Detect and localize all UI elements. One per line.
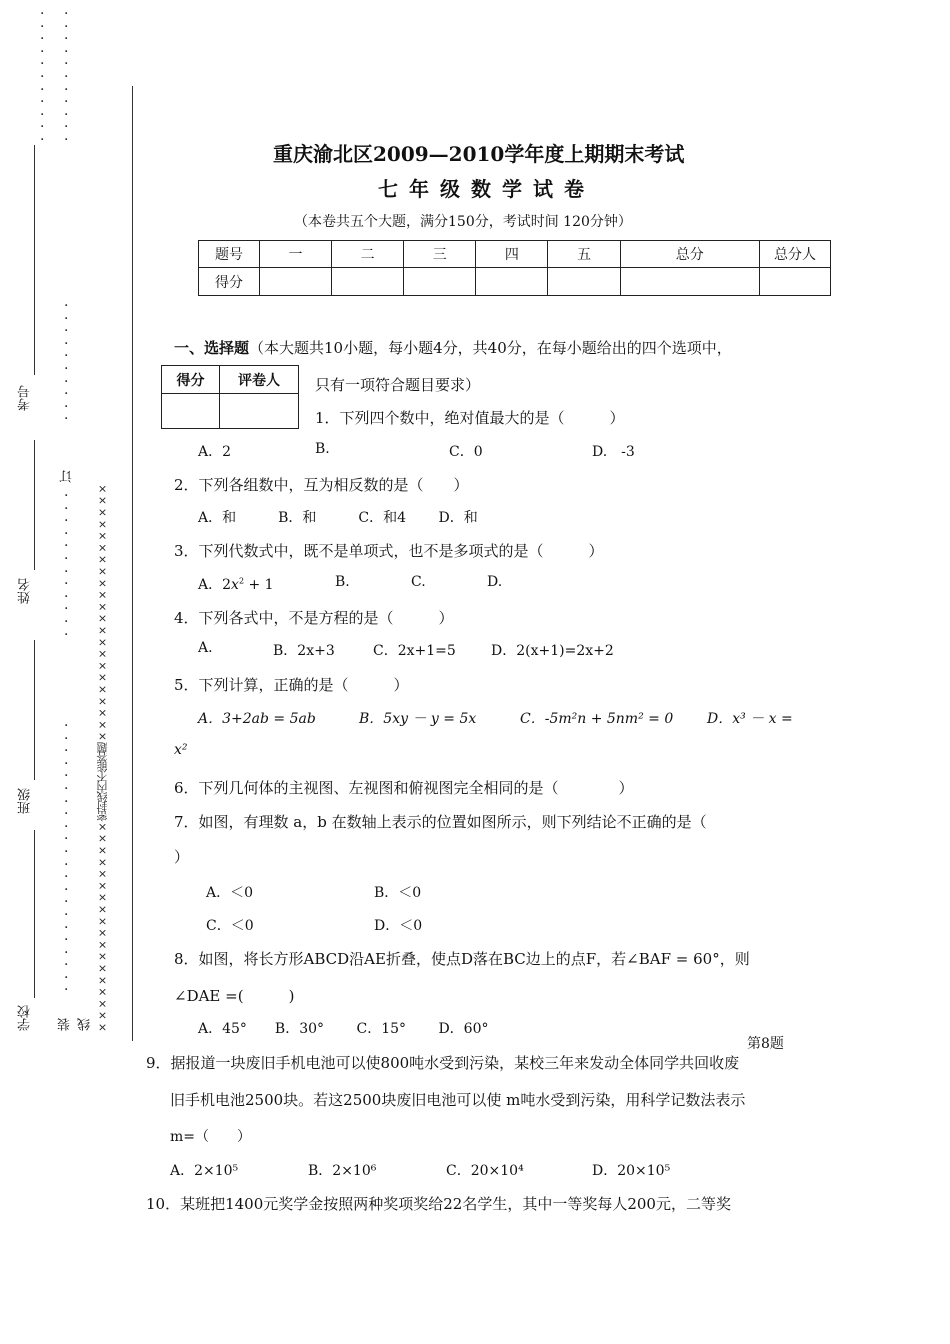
q3-a-exponent: 2 bbox=[238, 576, 245, 586]
label-ding: 订 bbox=[60, 470, 75, 483]
exam-note: （本卷共五个大题，满分150分，考试时间 120分钟） bbox=[294, 214, 632, 230]
q3-a-variable: x bbox=[231, 577, 239, 593]
dot-column-inner-bottom: · · · · · · · · · · · · · · · · · · · · · · bbox=[64, 718, 69, 999]
exam-subtitle: 七年级数学试卷 bbox=[378, 177, 595, 201]
q9-text: 9．据报道一块废旧手机电池可以使800吨水受到污染，某校三年来发动全体同学共回收废 bbox=[146, 1054, 740, 1072]
q3-a-suffix: + 1 bbox=[244, 577, 274, 593]
dot-column-inner-low: · · · · · · · · · · · · bbox=[64, 488, 69, 643]
score-row-label: 得分 bbox=[199, 268, 260, 296]
q7-option-a: A．＜0 bbox=[206, 885, 254, 901]
q3-option-d: D. bbox=[487, 574, 503, 590]
seal-notice-text bbox=[95, 400, 111, 1034]
label-banji: 班级 bbox=[18, 788, 33, 814]
q3-option-a bbox=[198, 574, 274, 594]
q4-option-c: C．2x+1=5 bbox=[373, 643, 456, 659]
q9-option-c: C．20×10⁴ bbox=[446, 1163, 524, 1179]
q9-text-cont2: m=（ ） bbox=[170, 1129, 252, 1145]
score-table bbox=[198, 240, 831, 296]
score-header-cell: 题号 bbox=[199, 241, 260, 268]
blank-line-top bbox=[34, 145, 35, 375]
score-cell[interactable] bbox=[760, 268, 831, 296]
score-cell[interactable] bbox=[620, 268, 759, 296]
q1-text: 1．下列四个数中，绝对值最大的是（ ） bbox=[315, 409, 625, 427]
q10-text: 10．某班把1400元奖学金按照两种奖项奖给22名学生，其中一等奖每人200元，二等奖 bbox=[146, 1195, 731, 1213]
binding-vertical-rule bbox=[132, 86, 133, 1041]
score-cell[interactable] bbox=[404, 268, 476, 296]
blank-line-xingming bbox=[34, 640, 35, 780]
score-cell[interactable] bbox=[548, 268, 620, 296]
score-header-cell: 五 bbox=[548, 241, 620, 268]
label-zhuang: 装 bbox=[58, 1018, 73, 1031]
q7-option-b: B．＜0 bbox=[374, 885, 422, 901]
grader-pingjuanren-label: 评卷人 bbox=[220, 366, 299, 394]
score-cell[interactable] bbox=[332, 268, 404, 296]
score-cell[interactable] bbox=[260, 268, 332, 296]
q5-option-d-cont: x² bbox=[174, 742, 188, 758]
q1-option-d: D. -3 bbox=[592, 444, 635, 460]
q5-option-b: B．5xy － y = 5x bbox=[359, 711, 477, 727]
q1-option-b: B. bbox=[315, 441, 330, 457]
section1-desc: （本大题共10小题，每小题4分，共40分，在每小题给出的四个选项中， bbox=[249, 339, 732, 357]
score-header-cell: 总分 bbox=[620, 241, 759, 268]
score-header-cell: 四 bbox=[476, 241, 548, 268]
q4-option-a: A. bbox=[198, 640, 213, 656]
q7-text: 7．如图，有理数 a，b 在数轴上表示的位置如图所示，则下列结论不正确的是（ bbox=[174, 813, 707, 831]
score-header-cell: 二 bbox=[332, 241, 404, 268]
q8-text-cont: ∠DAE =( ) bbox=[174, 987, 295, 1005]
q5-option-a: A．3+2ab = 5ab bbox=[198, 711, 316, 727]
blank-line-kaohao bbox=[34, 440, 35, 570]
q2-text: 2．下列各组数中，互为相反数的是（ ） bbox=[174, 476, 469, 494]
q7-option-d: D．＜0 bbox=[374, 918, 423, 934]
q9-text-cont: 旧手机电池2500块。若这2500块废旧电池可以使 m吨水受到污染，用科学记数法表示 bbox=[170, 1091, 746, 1109]
q8-text: 8．如图，将长方形ABCD沿AE折叠，使点D落在BC边上的点F，若∠BAF = 60°，则 bbox=[174, 950, 750, 968]
q4-option-d: D．2(x+1)=2x+2 bbox=[491, 643, 614, 659]
q8-options: A．45° B．30° C．15° D．60° bbox=[198, 1021, 489, 1037]
grader-defen-label: 得分 bbox=[162, 366, 220, 394]
q7-option-c: C．＜0 bbox=[206, 918, 254, 934]
score-cell[interactable] bbox=[476, 268, 548, 296]
q5-option-d: D．x³ － x = bbox=[707, 711, 793, 727]
section1-heading: 一、选择题 bbox=[174, 339, 250, 357]
q8-figure-caption: 第8题 bbox=[747, 1036, 784, 1052]
q9-option-a: A．2×10⁵ bbox=[170, 1163, 239, 1179]
label-kaohao: 考号 bbox=[18, 385, 33, 411]
label-xian: 线 bbox=[78, 1018, 93, 1031]
dot-column-outer-top: · · · · · · · · · · · bbox=[40, 6, 45, 148]
dot-column-inner-top: · · · · · · · · · · · bbox=[64, 6, 69, 148]
section1-desc2: 只有一项符合题目要求） bbox=[315, 376, 481, 394]
q5-option-c: C．-5m²n + 5nm² = 0 bbox=[520, 711, 674, 727]
q7-text-cont: ） bbox=[174, 848, 190, 866]
q2-options: A．和 B．和 C．和4 D．和 bbox=[198, 510, 478, 526]
q6-text: 6．下列几何体的主视图、左视图和俯视图完全相同的是（ ） bbox=[174, 779, 634, 797]
seal-notice: ××××××××××××××××××密封线内不能答题×××××××××××××××××××××× bbox=[96, 483, 109, 1034]
q9-option-b: B．2×10⁶ bbox=[308, 1163, 377, 1179]
q3-option-b: B. bbox=[335, 574, 350, 590]
score-header-cell: 一 bbox=[260, 241, 332, 268]
dot-column-inner-mid: · · · · · · · · · · bbox=[64, 298, 69, 428]
q1-option-c: C．0 bbox=[449, 444, 483, 460]
q3-option-c: C. bbox=[411, 574, 426, 590]
label-xuexiao: 学校 bbox=[18, 1005, 33, 1031]
q5-text: 5．下列计算，正确的是（ ） bbox=[174, 676, 409, 694]
q1-option-a: A．2 bbox=[198, 444, 232, 460]
grader-table bbox=[161, 365, 299, 429]
blank-line-banji bbox=[34, 830, 35, 998]
q4-text: 4．下列各式中，不是方程的是（ ） bbox=[174, 609, 454, 627]
exam-title: 重庆渝北区2009—2010学年度上期期末考试 bbox=[273, 142, 685, 166]
section1-heading-line bbox=[174, 337, 732, 358]
grader-score-cell[interactable] bbox=[162, 394, 220, 429]
q9-option-d: D．20×10⁵ bbox=[592, 1163, 671, 1179]
label-xingming: 姓名 bbox=[18, 578, 33, 604]
score-header-cell: 总分人 bbox=[760, 241, 831, 268]
q4-option-b: B．2x+3 bbox=[273, 643, 335, 659]
score-header-cell: 三 bbox=[404, 241, 476, 268]
grader-name-cell[interactable] bbox=[220, 394, 299, 429]
q3-a-prefix: A．2 bbox=[198, 577, 232, 593]
q3-text: 3．下列代数式中，既不是单项式，也不是多项式的是（ ） bbox=[174, 542, 604, 560]
